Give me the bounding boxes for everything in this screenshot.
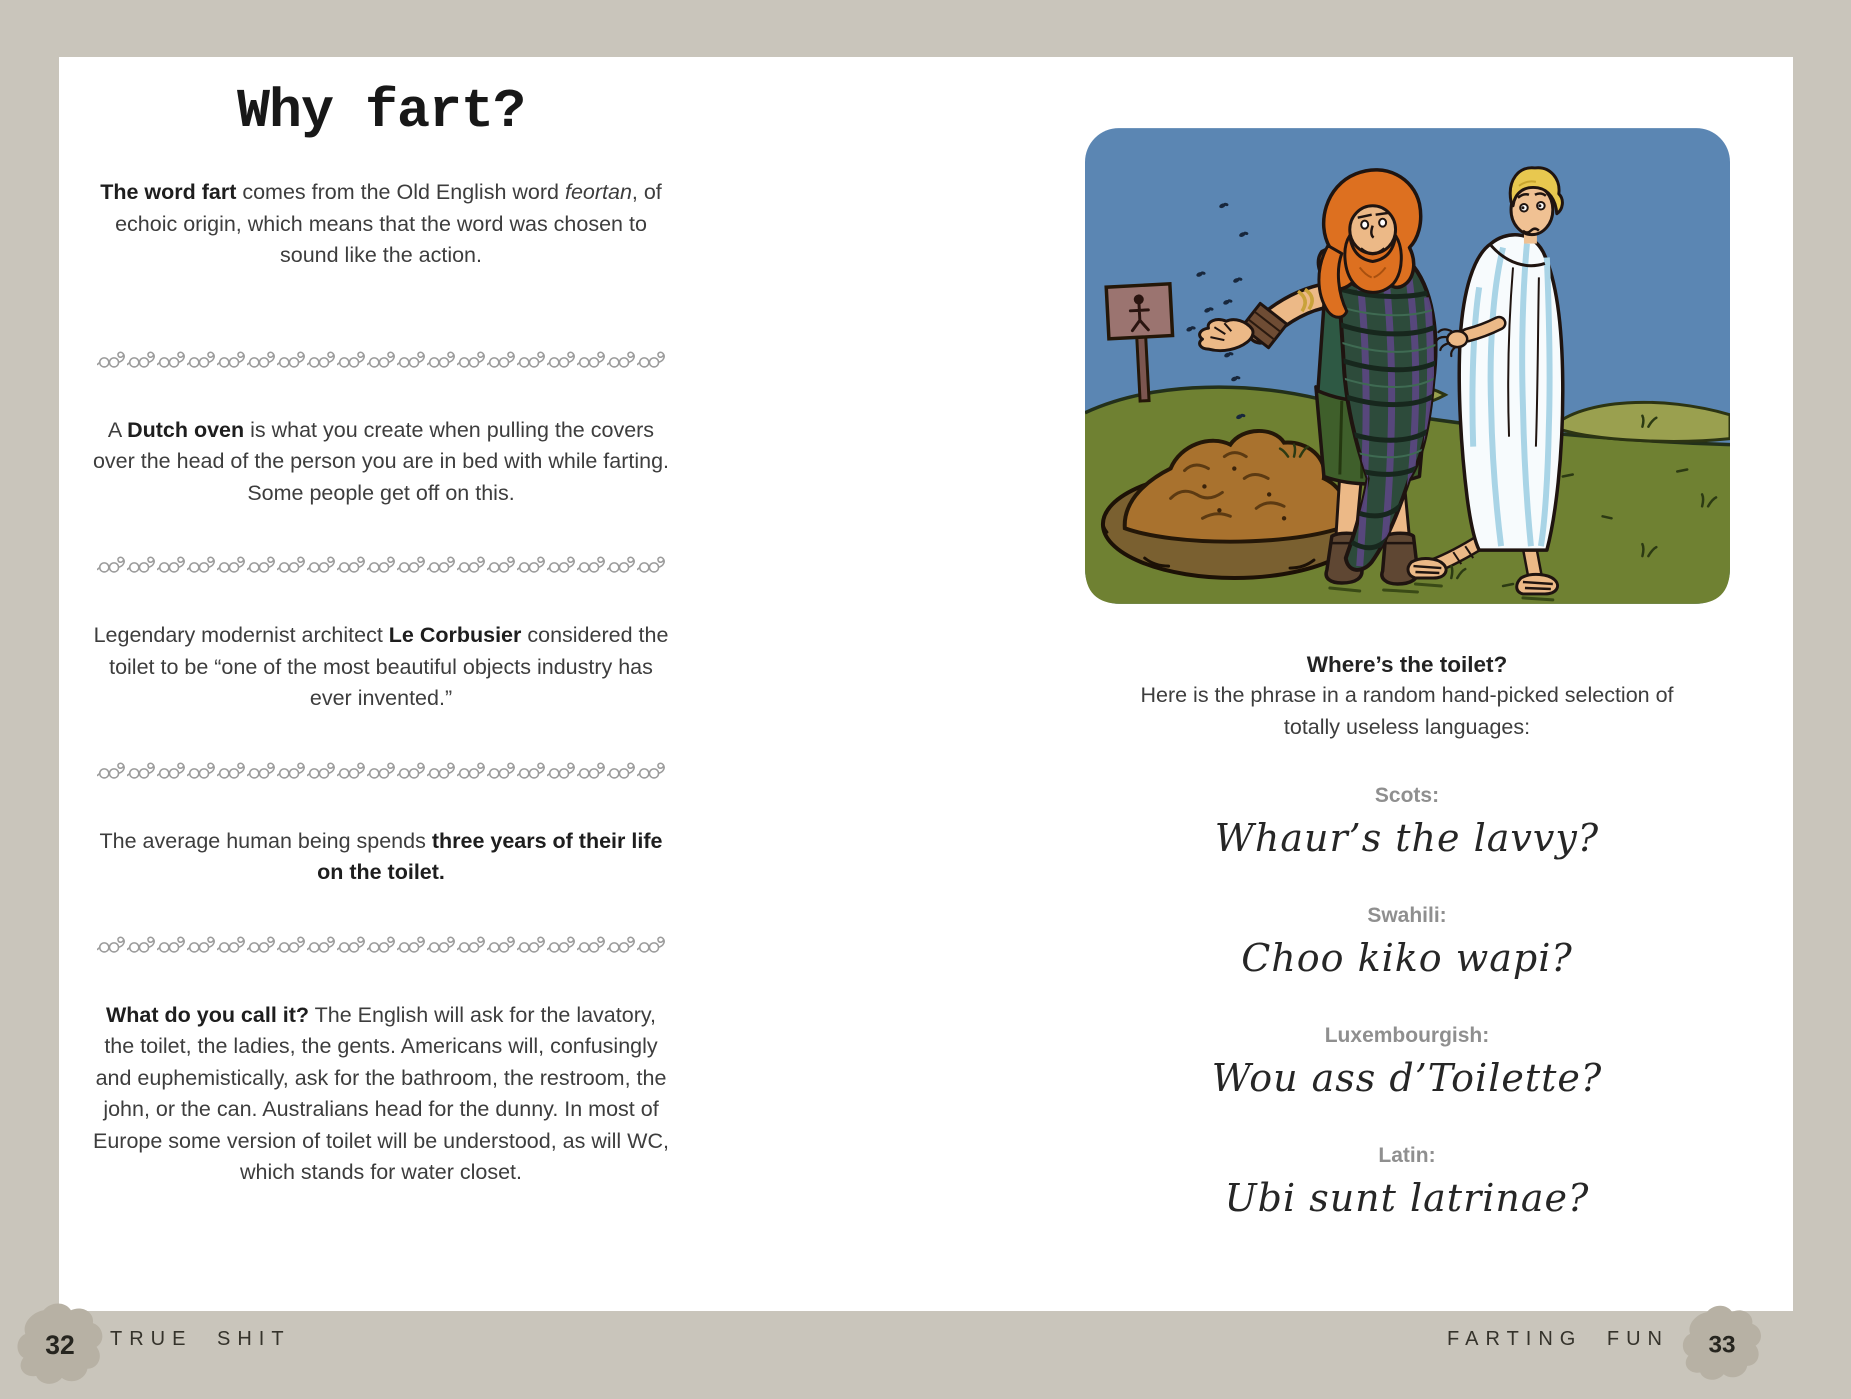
flourish-divider (91, 350, 671, 369)
book-title-footer: TRUE SHIT (110, 1328, 291, 1350)
flourish-ornament-icon (487, 935, 516, 954)
flourish-ornament-icon (247, 555, 276, 574)
flourish-ornament-icon (547, 761, 576, 780)
translated-phrase: Choo kiko wapi? (1241, 936, 1573, 980)
language-label: Swahili: (1367, 904, 1447, 927)
phrase-group (1081, 1143, 1733, 1223)
fact-paragraph: The average human being spends three years of their life on the toilet. (99, 828, 663, 884)
flourish-ornament-icon (487, 350, 516, 369)
flourish-ornament-icon (157, 555, 186, 574)
flourish-ornament-icon (307, 350, 336, 369)
flourish-divider (91, 761, 671, 780)
flourish-ornament-icon (517, 555, 546, 574)
flourish-ornament-icon (367, 555, 396, 574)
phrase-group (1081, 783, 1733, 863)
page-number: 33 (1708, 1331, 1736, 1359)
flourish-ornament-icon (97, 555, 126, 574)
flourish-ornament-icon (187, 935, 216, 954)
flourish-ornament-icon (637, 555, 666, 574)
flourish-ornament-icon (547, 555, 576, 574)
flourish-ornament-icon (337, 555, 366, 574)
flourish-ornament-icon (277, 935, 306, 954)
flourish-ornament-icon (607, 935, 636, 954)
flourish-ornament-icon (277, 761, 306, 780)
flourish-ornament-icon (517, 761, 546, 780)
flourish-ornament-icon (97, 761, 126, 780)
flourish-ornament-icon (97, 935, 126, 954)
right-page (1081, 128, 1733, 1223)
fact-paragraph: A Dutch oven is what you create when pulling the covers over the head of the person you are in bed with while farting. Some people get off on this. (92, 417, 670, 505)
page-number: 32 (45, 1330, 75, 1361)
flourish-ornament-icon (607, 761, 636, 780)
translated-phrase: Wou ass d’Toilette? (1211, 1056, 1603, 1100)
flourish-ornament-icon (187, 761, 216, 780)
flourish-ornament-icon (547, 935, 576, 954)
flourish-ornament-icon (337, 350, 366, 369)
flourish-ornament-icon (217, 555, 246, 574)
flourish-ornament-icon (127, 555, 156, 574)
flourish-ornament-icon (367, 350, 396, 369)
flourish-ornament-icon (397, 761, 426, 780)
flourish-ornament-icon (577, 555, 606, 574)
flourish-ornament-icon (367, 761, 396, 780)
phrase-list (1081, 783, 1733, 1223)
translated-phrase: Ubi sunt latrinae? (1224, 1176, 1590, 1220)
flourish-ornament-icon (247, 350, 276, 369)
flourish-ornament-icon (97, 350, 126, 369)
flourish-ornament-icon (517, 935, 546, 954)
flourish-ornament-icon (127, 935, 156, 954)
flourish-ornament-icon (307, 761, 336, 780)
chapter-title-footer: FARTING FUN (1447, 1328, 1669, 1350)
fact-paragraph: The word fart comes from the Old English word feortan, of echoic origin, which means that the word was chosen to sound like the action. (100, 180, 662, 267)
flourish-ornament-icon (127, 350, 156, 369)
flourish-ornament-icon (277, 350, 306, 369)
flourish-ornament-icon (457, 935, 486, 954)
flourish-ornament-icon (577, 935, 606, 954)
flourish-ornament-icon (397, 935, 426, 954)
flourish-ornament-icon (337, 935, 366, 954)
section-heading: Where’s the toilet? (1306, 652, 1508, 677)
fact-paragraph: Legendary modernist architect Le Corbusier considered the toilet to be “one of the most beautiful objects industry has ever invented.” (93, 623, 669, 710)
language-label: Scots: (1374, 784, 1440, 807)
page-number-blob-left (14, 1303, 106, 1387)
flourish-ornament-icon (337, 761, 366, 780)
flourish-ornament-icon (577, 761, 606, 780)
section-intro-line: Here is the phrase in a random hand-picked selection of (1140, 683, 1674, 707)
flourish-ornament-icon (637, 350, 666, 369)
flourish-ornament-icon (277, 555, 306, 574)
flourish-ornament-icon (607, 350, 636, 369)
illustration-highlander-and-roman (1085, 128, 1730, 604)
flourish-ornament-icon (457, 555, 486, 574)
book-spread (59, 57, 1793, 1311)
flourish-ornament-icon (397, 350, 426, 369)
flourish-ornament-icon (367, 935, 396, 954)
flourish-ornament-icon (247, 935, 276, 954)
fact-paragraph: What do you call it? The English will ask for the lavatory, the toilet, the ladies, the gents. Americans will, confusingly and euphemistically, ask for the bathroom, the restroom, the john, or the can. Australians head for the dunny. In most of Europe some version of toilet will be understood, as will WC, which stands for water closet. (93, 1002, 669, 1184)
flourish-ornament-icon (247, 761, 276, 780)
flourish-ornament-icon (157, 761, 186, 780)
flourish-ornament-icon (577, 350, 606, 369)
flourish-ornament-icon (217, 761, 246, 780)
translated-phrase: Whaur’s the lavvy? (1214, 816, 1600, 860)
flourish-ornament-icon (307, 935, 336, 954)
flourish-ornament-icon (457, 350, 486, 369)
section-intro-line: totally useless languages: (1283, 714, 1531, 739)
flourish-ornament-icon (127, 761, 156, 780)
flourish-ornament-icon (427, 935, 456, 954)
flourish-ornament-icon (427, 350, 456, 369)
flourish-ornament-icon (397, 555, 426, 574)
flourish-ornament-icon (457, 761, 486, 780)
flourish-ornament-icon (307, 555, 336, 574)
flourish-ornament-icon (517, 350, 546, 369)
flourish-ornament-icon (637, 935, 666, 954)
flourish-ornament-icon (217, 350, 246, 369)
flourish-divider (91, 555, 671, 574)
language-label: Luxembourgish: (1324, 1024, 1490, 1047)
flourish-ornament-icon (547, 350, 576, 369)
flourish-ornament-icon (427, 555, 456, 574)
page-title: Why fart? (236, 80, 526, 143)
phrase-group (1081, 1023, 1733, 1103)
language-label: Latin: (1378, 1144, 1436, 1167)
flourish-ornament-icon (487, 555, 516, 574)
flourish-ornament-icon (607, 555, 636, 574)
flourish-ornament-icon (187, 350, 216, 369)
flourish-divider (91, 935, 671, 954)
flourish-ornament-icon (157, 350, 186, 369)
flourish-ornament-icon (217, 935, 246, 954)
page-number-blob-right (1680, 1305, 1764, 1383)
flourish-ornament-icon (187, 555, 216, 574)
left-page (91, 81, 671, 1189)
flourish-ornament-icon (637, 761, 666, 780)
phrase-group (1081, 903, 1733, 983)
flourish-ornament-icon (487, 761, 516, 780)
flourish-ornament-icon (427, 761, 456, 780)
flourish-ornament-icon (157, 935, 186, 954)
